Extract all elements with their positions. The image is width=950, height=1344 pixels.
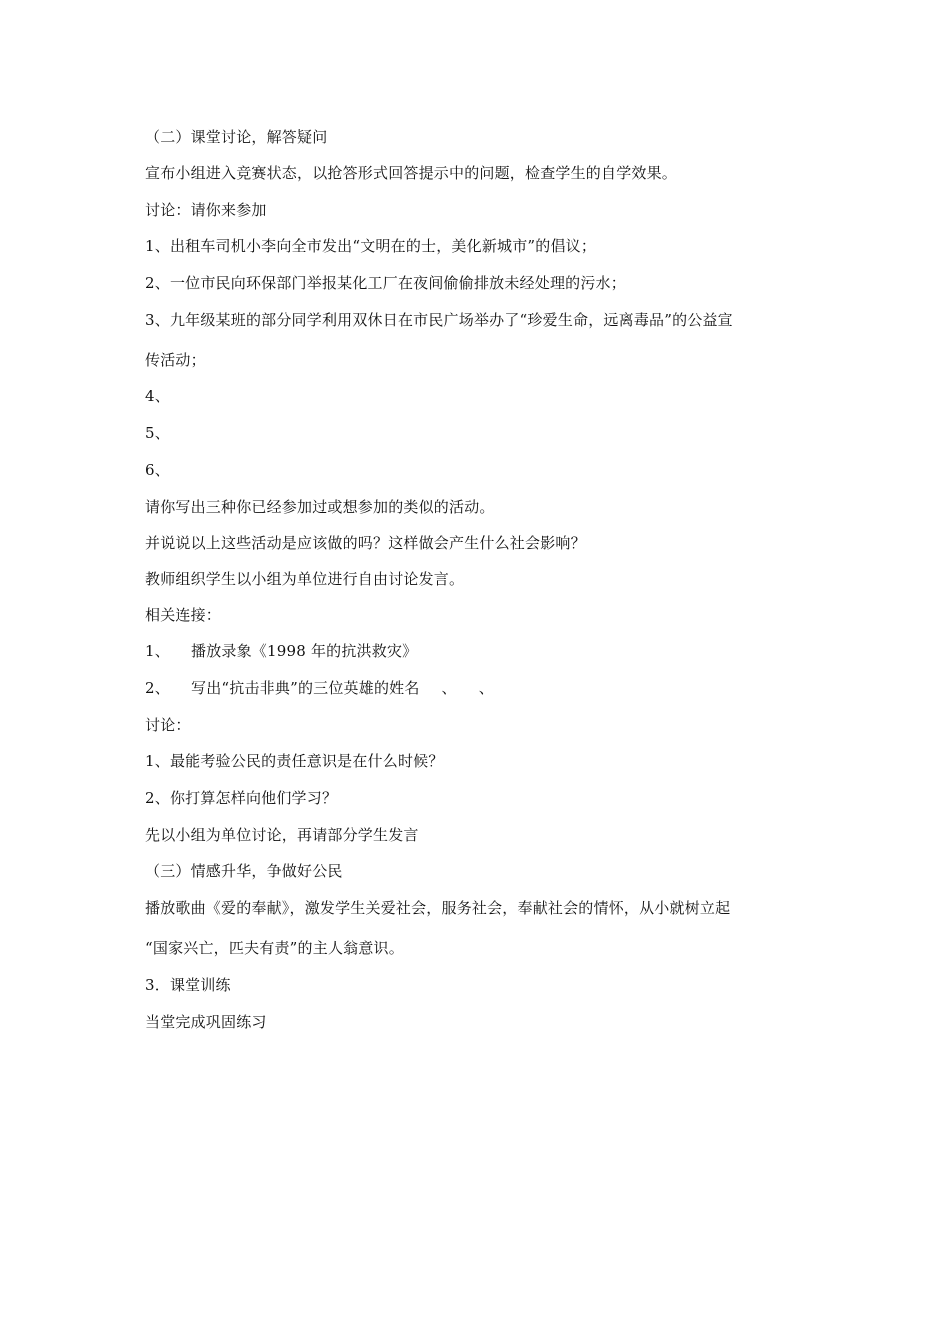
- paragraph-line: 当堂完成巩固练习: [145, 1013, 267, 1031]
- paragraph-line: 2、一位市民向环保部门举报某化工厂在夜间偷偷排放未经处理的污水；: [145, 274, 626, 292]
- paragraph-line: 先以小组为单位讨论，再请部分学生发言: [145, 826, 419, 844]
- link-item-1-text: 播放录象《1998 年的抗洪救灾》: [191, 642, 418, 660]
- link-item-2-text: 写出“抗击非典”的三位英雄的姓名: [191, 679, 420, 697]
- paragraph-line: 1、最能考验公民的责任意识是在什么时候？: [145, 752, 444, 770]
- paragraph-line: 5、: [145, 424, 170, 442]
- blank-separator: 、: [478, 679, 494, 697]
- paragraph-line: 6、: [145, 461, 170, 479]
- paragraph-line: 4、: [145, 387, 170, 405]
- paragraph-line: 传活动；: [145, 351, 206, 369]
- link-item-2: [145, 678, 494, 698]
- paragraph-line: 并说说以上这些活动是应该做的吗？这样做会产生什么社会影响？: [145, 534, 586, 552]
- paragraph-line: 2、你打算怎样向他们学习？: [145, 789, 338, 807]
- paragraph-line: 3、九年级某班的部分同学利用双休日在市民广场举办了“珍爱生命，远离毒品”的公益宣: [145, 311, 733, 329]
- link-item-2-number: 2、: [145, 679, 170, 697]
- paragraph-line: 1、出租车司机小李向全市发出“文明在的士，美化新城市”的倡议；: [145, 237, 597, 255]
- section-heading-discussion: （二）课堂讨论，解答疑问: [145, 128, 328, 146]
- paragraph-line: “国家兴亡，匹夫有责”的主人翁意识。: [145, 939, 404, 957]
- paragraph-line: 宣布小组进入竞赛状态，以抢答形式回答提示中的问题，检查学生的自学效果。: [145, 164, 678, 182]
- link-item-1-number: 1、: [145, 642, 170, 660]
- paragraph-line: 讨论：请你来参加: [145, 201, 267, 219]
- paragraph-line: 播放歌曲《爱的奉献》，激发学生关爱社会，服务社会，奉献社会的情怀，从小就树立起: [145, 899, 731, 917]
- blank-separator: 、: [441, 679, 457, 697]
- link-item-1: [145, 641, 417, 661]
- paragraph-line: 相关连接：: [145, 606, 222, 624]
- section-heading-training: 3．课堂训练: [145, 976, 231, 994]
- section-heading-emotion: （三）情感升华，争做好公民: [145, 862, 343, 880]
- paragraph-line: 请你写出三种你已经参加过或想参加的类似的活动。: [145, 498, 495, 516]
- paragraph-line: 讨论：: [145, 716, 191, 734]
- paragraph-line: 教师组织学生以小组为单位进行自由讨论发言。: [145, 570, 465, 588]
